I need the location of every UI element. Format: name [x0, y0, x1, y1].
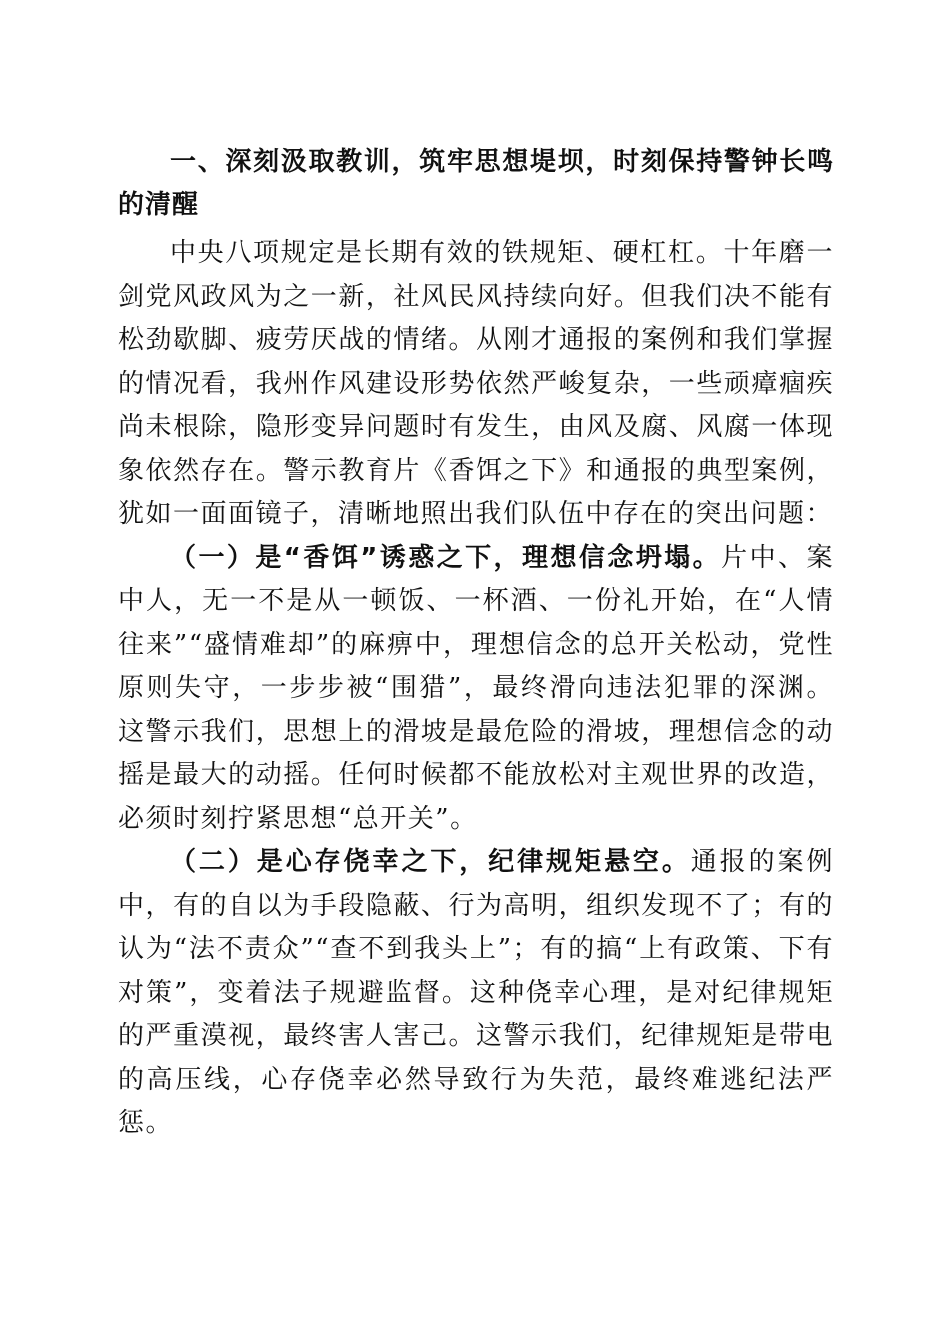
paragraph-lead: （一）是“香饵”诱惑之下，理想信念坍塌。	[170, 542, 722, 573]
paragraph-text: 通报的案例中，有的自以为手段隐蔽、行为高明，组织发现不了；有的认为“法不责众”“查不到我头上”；有的搞“上有政策、下有对策”，变着法子规避监督。这种侥幸心理，是对纪律规矩的严重漠视，最终害人害己。这警示我们，纪律规矩是带电的高压线，心存侥幸必然导致行为失范，最终难逃纪法严惩。	[118, 847, 834, 1138]
paragraph-lead: （二）是心存侥幸之下，纪律规矩悬空。	[170, 847, 691, 877]
paragraph-point-1	[118, 537, 834, 842]
paragraph-point-2	[118, 841, 834, 1146]
paragraph-text: 片中、案中人，无一不是从一顿饭、一杯酒、一份礼开始，在“人情往来”“盛情难却”的麻痹中，理想信念的总开关松动，党性原则失守，一步步被“围猎”，最终滑向违法犯罪的深渊。这警示我们，思想上的滑坡是最危险的滑坡，理想信念的动摇是最大的动摇。任何时候都不能放松对主观世界的改造，必须时刻拧紧思想“总开关”。	[118, 542, 834, 834]
paragraph-intro	[118, 232, 834, 537]
section-heading: 一、深刻汲取教训，筑牢思想堤坝，时刻保持警钟长鸣的清醒	[118, 147, 834, 220]
paragraph-text: 中央八项规定是长期有效的铁规矩、硬杠杠。十年磨一剑党风政风为之一新，社风民风持续向好。但我们决不能有松劲歇脚、疲劳厌战的情绪。从刚才通报的案例和我们掌握的情况看，我州作风建设形势依然严峻复杂，一些顽瘴痼疾尚未根除，隐形变异问题时有发生，由风及腐、风腐一体现象依然存在。警示教育片《香饵之下》和通报的典型案例，犹如一面面镜子，清晰地照出我们队伍中存在的突出问题：	[118, 238, 834, 529]
document-body	[118, 141, 834, 1146]
